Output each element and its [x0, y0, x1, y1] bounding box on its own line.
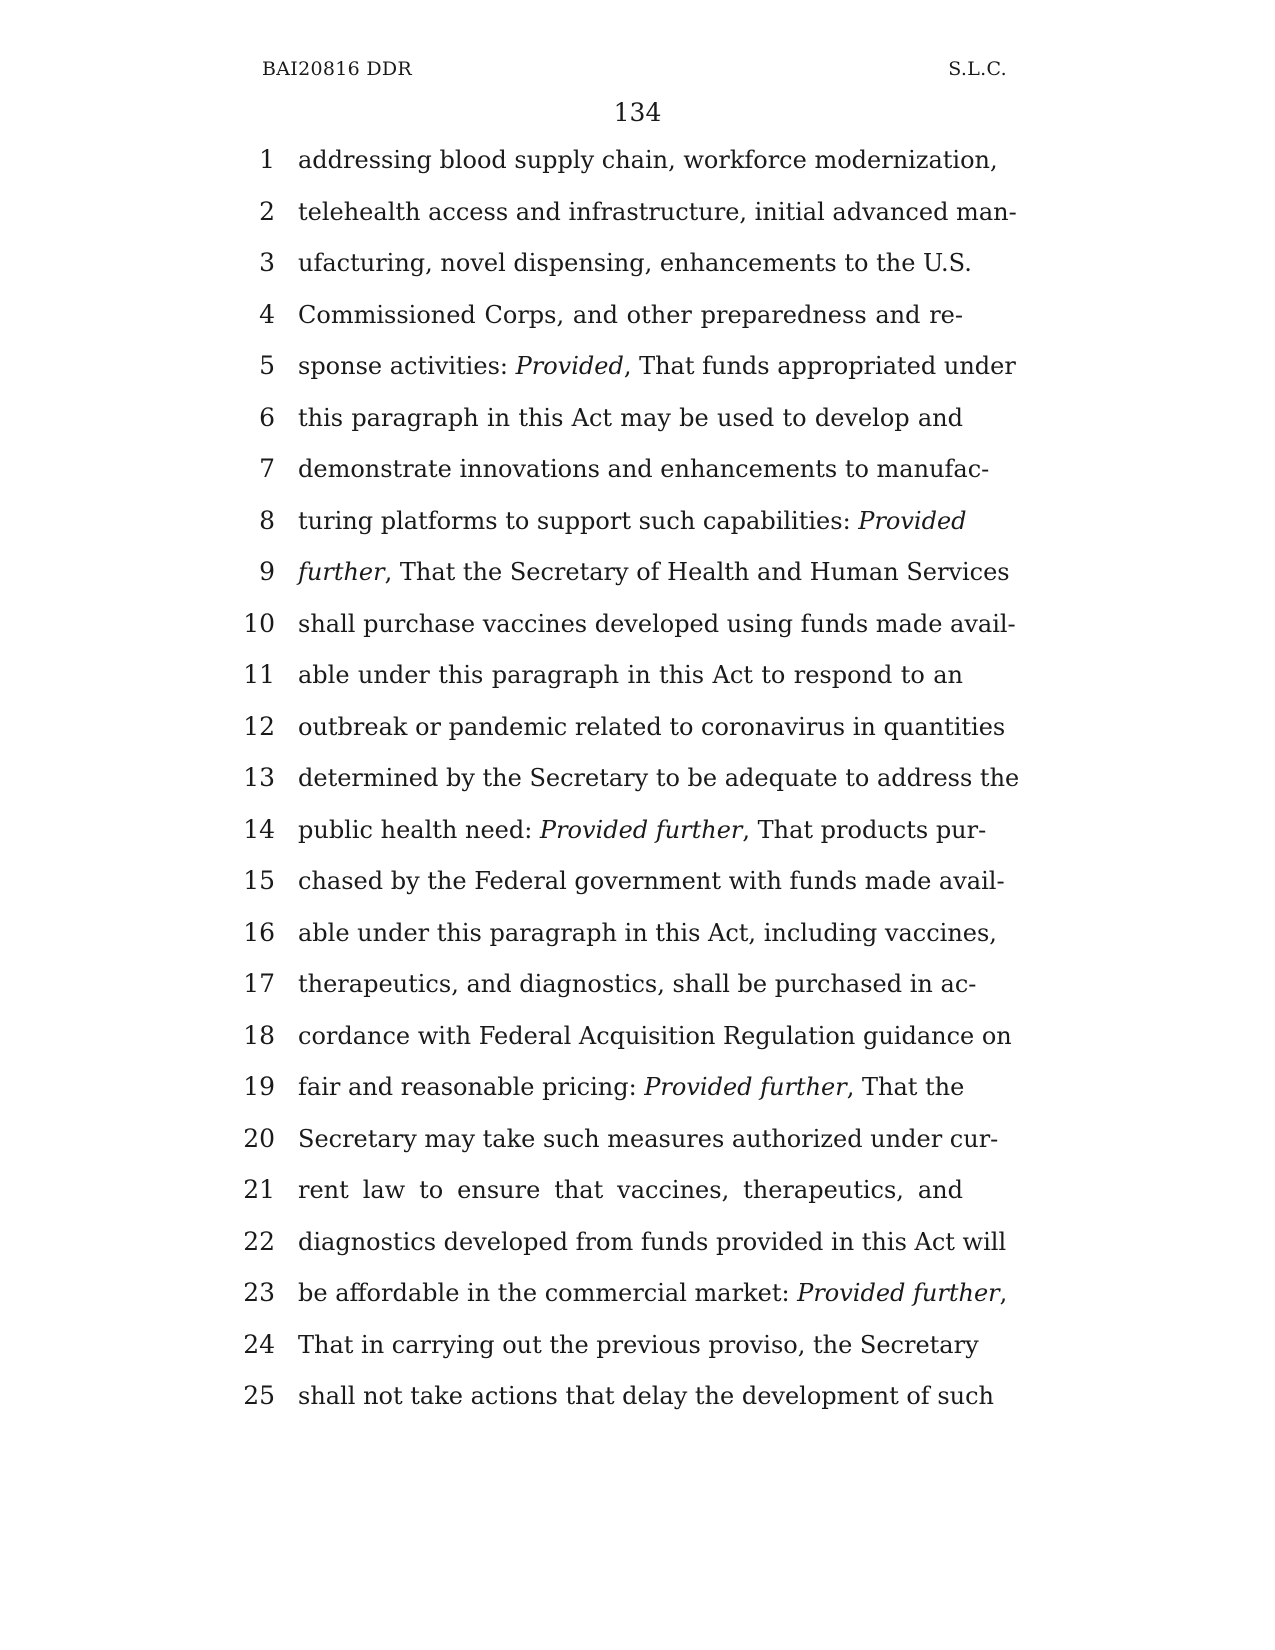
line-number: 4 — [259, 299, 275, 329]
text-segment: turing platforms to support such capabilities: — [298, 506, 859, 535]
italic-phrase: Provided further — [797, 1279, 1000, 1307]
text-line — [0, 552, 1275, 592]
line-text — [298, 861, 1005, 901]
text-line — [0, 1222, 1275, 1262]
line-number: 13 — [243, 763, 275, 792]
line-text — [298, 1376, 994, 1416]
text-line — [0, 346, 1275, 386]
line-text — [298, 810, 987, 850]
line-number: 12 — [243, 711, 275, 741]
line-number: 19 — [243, 1072, 275, 1101]
italic-phrase: Provided further — [644, 1073, 847, 1101]
text-segment: telehealth access and infrastructure, initial advanced man- — [298, 197, 1017, 226]
text-line — [0, 192, 1275, 232]
text-segment: diagnostics developed from funds provided in this Act will — [298, 1227, 1007, 1256]
line-text — [298, 1067, 963, 1107]
line-text — [298, 1325, 979, 1365]
line-number: 3 — [259, 248, 275, 277]
line-number: 2 — [259, 196, 275, 226]
line-number: 23 — [243, 1278, 275, 1307]
text-segment: shall not take actions that delay the development of such — [298, 1382, 994, 1410]
text-segment: determined by the Secretary to be adequate to address the — [298, 764, 1020, 792]
text-segment: , That products pur- — [742, 815, 987, 844]
line-number: 17 — [243, 969, 275, 998]
text-segment: rent law to ensure that vaccines, therapeutics, and — [298, 1176, 963, 1204]
line-text — [298, 1016, 1012, 1056]
text-segment: able under this paragraph in this Act to respond to an — [298, 661, 963, 689]
text-segment: Secretary may take such measures authorized under cur- — [298, 1124, 999, 1153]
text-line — [0, 604, 1275, 644]
text-line — [0, 243, 1275, 283]
line-text — [298, 346, 1016, 386]
document-id-header: BAI20816 DDR — [262, 58, 413, 80]
line-text — [298, 192, 1017, 232]
line-text — [298, 501, 967, 541]
text-segment: public health need: — [298, 815, 540, 844]
line-number: 9 — [259, 557, 275, 586]
text-segment: That in carrying out the previous proviso, the Secretary — [298, 1330, 979, 1359]
italic-phrase: further — [298, 558, 385, 586]
text-line — [0, 861, 1275, 901]
text-segment: , That the — [846, 1073, 965, 1101]
italic-phrase: Provided further — [539, 815, 743, 844]
italic-phrase: Provided — [515, 352, 624, 380]
line-number: 5 — [259, 351, 275, 380]
line-number: 24 — [243, 1329, 275, 1359]
page-number: 134 — [613, 98, 662, 127]
line-number: 11 — [243, 660, 275, 689]
line-text — [298, 295, 963, 335]
text-line — [0, 1376, 1275, 1416]
line-text — [298, 758, 1020, 798]
line-number: 7 — [259, 454, 275, 483]
line-text — [298, 1222, 1007, 1262]
line-text — [298, 243, 972, 283]
line-text — [298, 1273, 1008, 1313]
text-line — [0, 655, 1275, 695]
text-line — [0, 964, 1275, 1004]
line-number: 6 — [259, 402, 275, 432]
line-number: 15 — [243, 866, 275, 895]
line-text — [298, 655, 963, 695]
text-segment: sponse activities: — [298, 352, 516, 380]
line-text — [298, 398, 963, 438]
text-segment: Commissioned Corps, and other preparedness and re- — [298, 300, 963, 329]
text-segment: shall purchase vaccines developed using funds made avail- — [298, 609, 1016, 638]
line-text — [298, 707, 1006, 747]
text-segment: ufacturing, novel dispensing, enhancements to the U.S. — [298, 249, 972, 277]
line-text — [298, 1119, 999, 1159]
text-segment: able under this paragraph in this Act, including vaccines, — [298, 918, 997, 947]
text-line — [0, 1067, 1275, 1107]
line-text — [298, 964, 977, 1004]
line-number: 20 — [243, 1123, 275, 1153]
text-segment: this paragraph in this Act may be used to develop and — [298, 403, 963, 432]
text-line — [0, 449, 1275, 489]
text-segment: be affordable in the commercial market: — [298, 1279, 798, 1307]
line-text — [298, 913, 997, 953]
text-segment: chased by the Federal government with funds made avail- — [298, 867, 1005, 895]
text-line — [0, 1016, 1275, 1056]
line-text — [298, 449, 990, 489]
line-number: 25 — [243, 1381, 275, 1410]
text-segment: , That the Secretary of Health and Human Services — [384, 558, 1010, 586]
line-text — [298, 1170, 963, 1210]
line-number: 14 — [243, 814, 275, 844]
line-text — [298, 140, 998, 180]
text-line — [0, 398, 1275, 438]
text-segment: , That funds appropriated under — [623, 352, 1016, 380]
text-line — [0, 758, 1275, 798]
text-line — [0, 913, 1275, 953]
slc-header: S.L.C. — [948, 58, 1007, 80]
line-number: 16 — [243, 917, 275, 947]
line-number: 22 — [243, 1226, 275, 1256]
text-segment: fair and reasonable pricing: — [298, 1073, 645, 1101]
text-line — [0, 1325, 1275, 1365]
line-number: 21 — [243, 1175, 275, 1204]
text-line — [0, 295, 1275, 335]
text-line — [0, 707, 1275, 747]
line-number: 8 — [259, 505, 275, 535]
line-text — [298, 604, 1016, 644]
text-line — [0, 501, 1275, 541]
italic-phrase: Provided — [858, 506, 967, 535]
line-number: 1 — [259, 145, 275, 174]
text-segment: demonstrate innovations and enhancements to manufac- — [298, 455, 990, 483]
line-text — [298, 552, 1010, 592]
text-line — [0, 1273, 1275, 1313]
text-line — [0, 1119, 1275, 1159]
text-segment: therapeutics, and diagnostics, shall be purchased in ac- — [298, 970, 977, 998]
line-number: 10 — [243, 608, 275, 638]
text-line — [0, 810, 1275, 850]
text-line — [0, 140, 1275, 180]
text-segment: addressing blood supply chain, workforce modernization, — [298, 146, 998, 174]
text-line — [0, 1170, 1275, 1210]
line-number: 18 — [243, 1020, 275, 1050]
text-segment: cordance with Federal Acquisition Regulation guidance on — [298, 1021, 1012, 1050]
text-segment: , — [999, 1279, 1008, 1307]
text-segment: outbreak or pandemic related to coronavirus in quantities — [298, 712, 1006, 741]
